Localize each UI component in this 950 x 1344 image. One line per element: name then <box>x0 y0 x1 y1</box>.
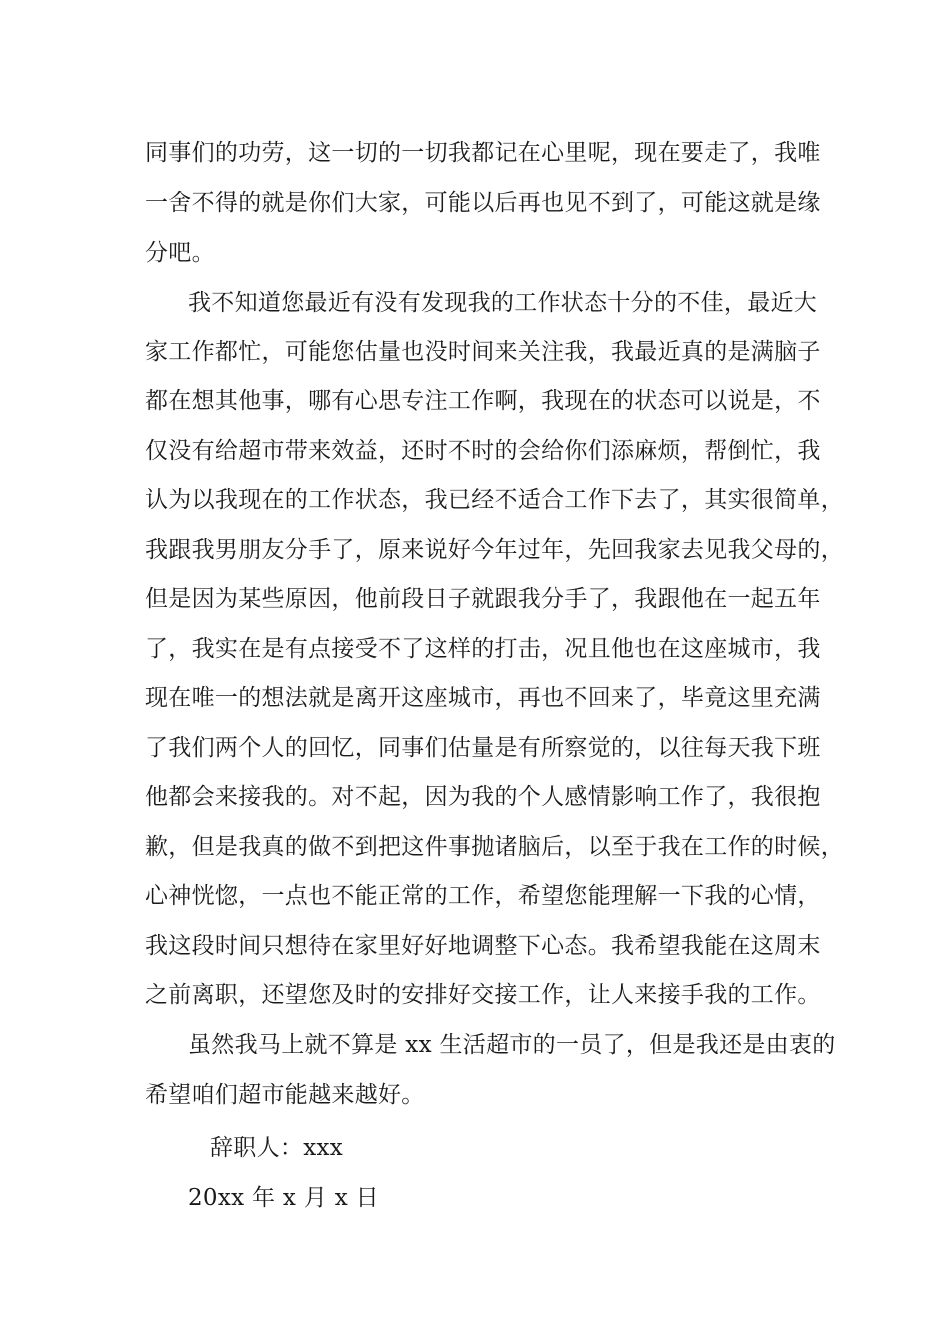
text-line: 之前离职，还望您及时的安排好交接工作，让人来接手我的工作。 <box>145 982 821 1008</box>
text-line: 都在想其他事，哪有心思专注工作啊，我现在的状态可以说是，不 <box>145 388 821 414</box>
text-line: 了，我实在是有点接受不了这样的打击，况且他也在这座城市，我 <box>145 636 821 662</box>
text-line: 分吧。 <box>145 240 215 266</box>
text-line: 现在唯一的想法就是离开这座城市，再也不回来了，毕竟这里充满 <box>145 685 821 711</box>
text-line: 希望咱们超市能越来越好。 <box>145 1082 425 1108</box>
text-line: 同事们的功劳，这一切的一切我都记在心里呢，现在要走了，我唯 <box>145 140 821 166</box>
text-line: 我跟我男朋友分手了，原来说好今年过年，先回我家去见我父母的， <box>145 537 844 563</box>
text-line: 心神恍惚，一点也不能正常的工作，希望您能理解一下我的心情， <box>145 883 821 909</box>
text-line: 家工作都忙，可能您估量也没时间来关注我，我最近真的是满脑子 <box>145 339 821 365</box>
date-line: 20xx 年 x 月 x 日 <box>188 1185 379 1211</box>
text-line: 他都会来接我的。对不起，因为我的个人感情影响工作了，我很抱 <box>145 784 821 810</box>
text-line: 一舍不得的就是你们大家，可能以后再也见不到了，可能这就是缘 <box>145 190 821 216</box>
text-line: 认为以我现在的工作状态，我已经不适合工作下去了，其实很简单， <box>145 487 844 513</box>
text-line: 了我们两个人的回忆，同事们估量是有所察觉的，以往每天我下班 <box>145 735 821 761</box>
text-line: 但是因为某些原因，他前段日子就跟我分手了，我跟他在一起五年 <box>145 586 821 612</box>
text-line: 仅没有给超市带来效益，还时不时的会给你们添麻烦，帮倒忙，我 <box>145 438 821 464</box>
text-line: 歉，但是我真的做不到把这件事抛诸脑后，以至于我在工作的时候， <box>145 834 844 860</box>
paragraph-start-line: 虽然我马上就不算是 xx 生活超市的一员了，但是我还是由衷的 <box>188 1032 836 1058</box>
paragraph-start-line: 我不知道您最近有没有发现我的工作状态十分的不佳，最近大 <box>188 290 818 316</box>
signature-line: 辞职人：xxx <box>210 1135 344 1161</box>
text-line: 我这段时间只想待在家里好好地调整下心态。我希望我能在这周末 <box>145 933 821 959</box>
